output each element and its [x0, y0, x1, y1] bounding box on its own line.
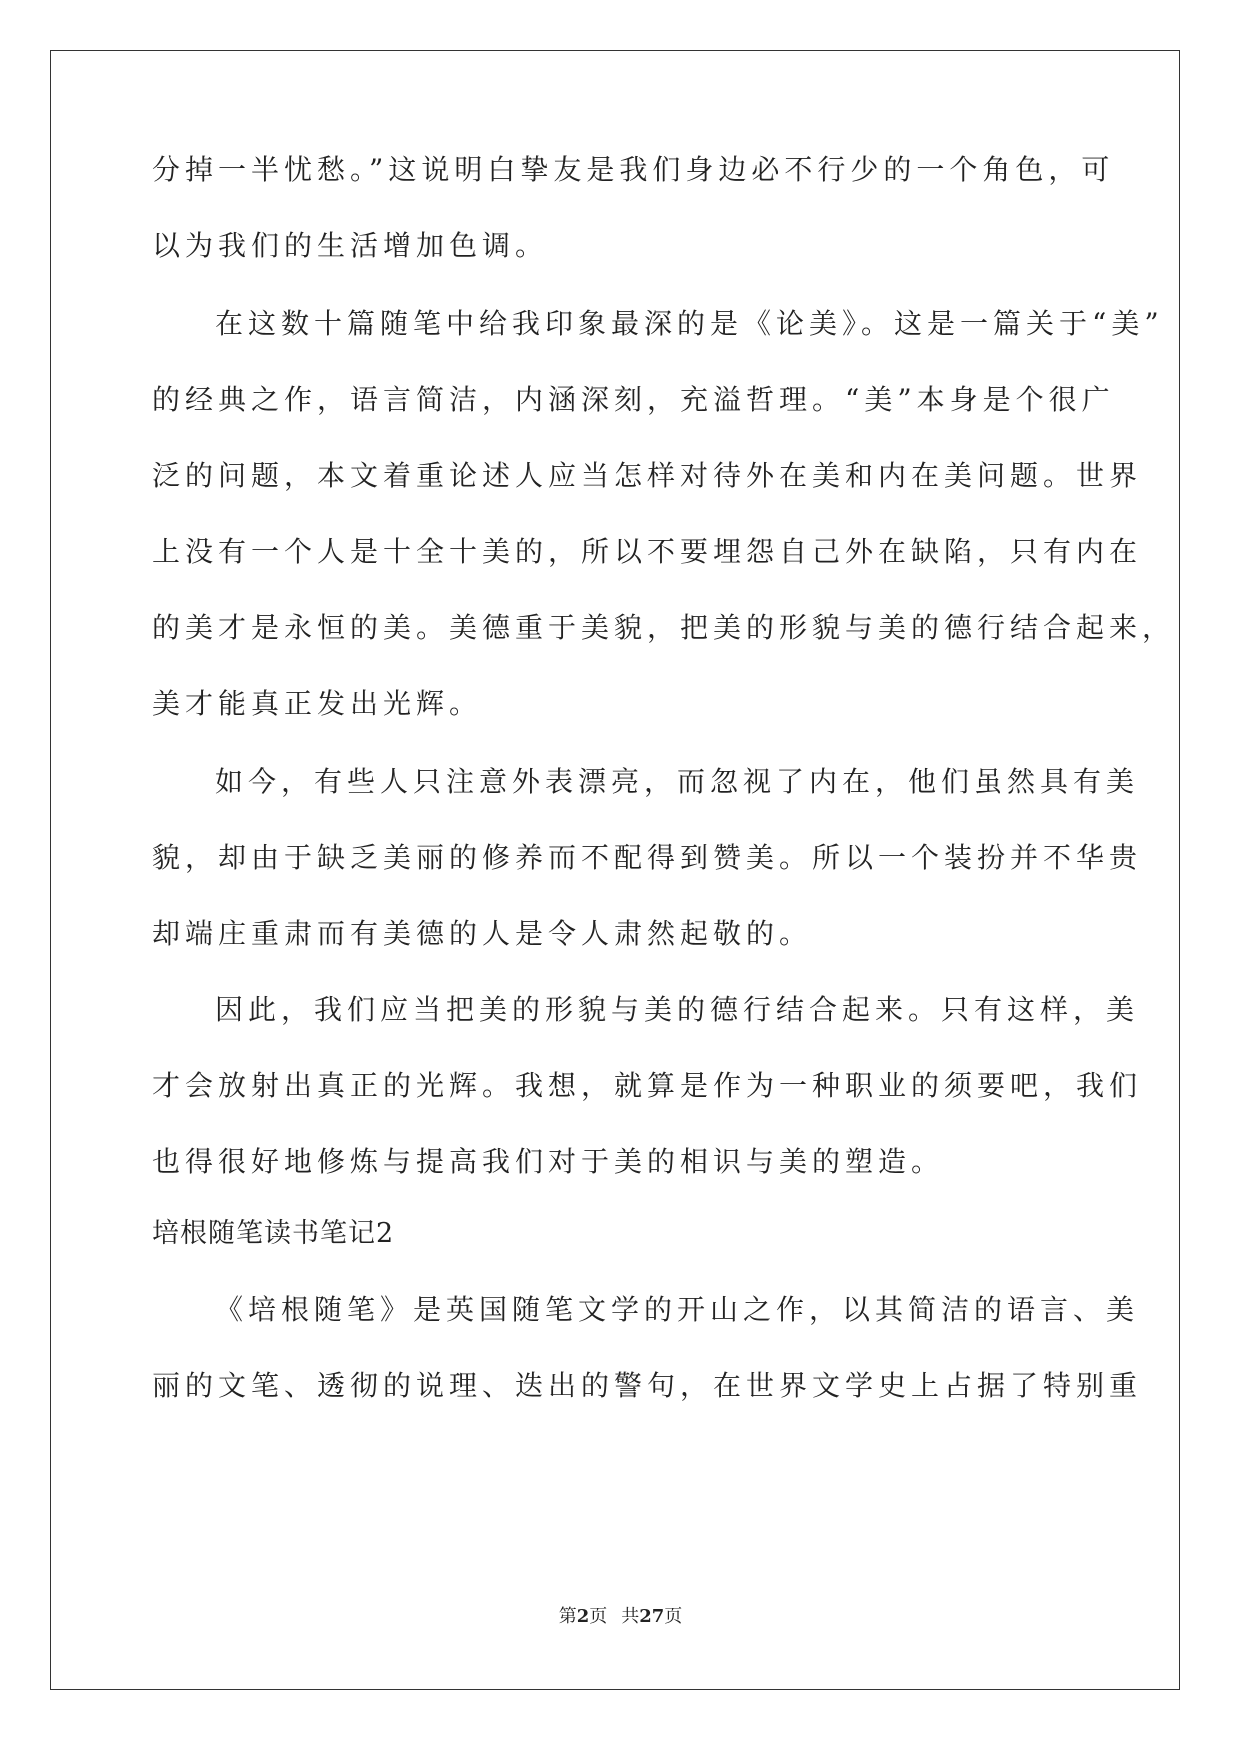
section-heading: 培根随笔读书笔记2 [152, 1218, 395, 1249]
total-suffix: 页 [664, 1606, 683, 1627]
body-line-11: 却端庄重肃而有美德的人是令人肃然起敬的。 [152, 917, 813, 950]
body-line-15: 《培根随笔》是英国随笔文学的开山之作，以其简洁的语言、美 [215, 1293, 1140, 1326]
body-line-3: 在这数十篇随笔中给我印象最深的是《论美》。这是一篇关于“美” [215, 307, 1164, 340]
body-line-2: 以为我们的生活增加色调。 [152, 229, 549, 262]
total-prefix: 共 [621, 1606, 640, 1627]
page-total: 27 [639, 1606, 665, 1627]
page-footer [0, 1606, 1241, 1628]
body-line-13: 才会放射出真正的光辉。我想，就算是作为一种职业的须要吧，我们 [152, 1069, 1143, 1102]
body-line-14: 也得很好地修炼与提高我们对于美的相识与美的塑造。 [152, 1145, 945, 1178]
body-line-1: 分掉一半忧愁。”这说明白挚友是我们身边必不行少的一个角色，可 [152, 153, 1115, 186]
body-line-6: 上没有一个人是十全十美的，所以不要埋怨自己外在缺陷，只有内在 [152, 535, 1143, 568]
body-line-9: 如今，有些人只注意外表漂亮，而忽视了内在，他们虽然具有美 [215, 765, 1140, 798]
body-line-12: 因此，我们应当把美的形貌与美的德行结合起来。只有这样，美 [215, 993, 1140, 1026]
body-line-7: 的美才是永恒的美。美德重于美貌，把美的形貌与美的德行结合起来， [152, 611, 1176, 644]
body-line-5: 泛的问题，本文着重论述人应当怎样对待外在美和内在美问题。世界 [152, 459, 1143, 492]
body-line-4: 的经典之作，语言简洁，内涵深刻，充溢哲理。“美”本身是个很广 [152, 383, 1115, 416]
page-prefix: 第 [558, 1606, 577, 1627]
body-line-10: 貌，却由于缺乏美丽的修养而不配得到赞美。所以一个装扮并不华贵 [152, 841, 1143, 874]
body-line-16: 丽的文笔、透彻的说理、迭出的警句，在世界文学史上占据了特别重 [152, 1369, 1143, 1402]
page-current: 2 [576, 1606, 590, 1627]
page-suffix: 页 [589, 1606, 608, 1627]
body-line-8: 美才能真正发出光辉。 [152, 687, 483, 720]
